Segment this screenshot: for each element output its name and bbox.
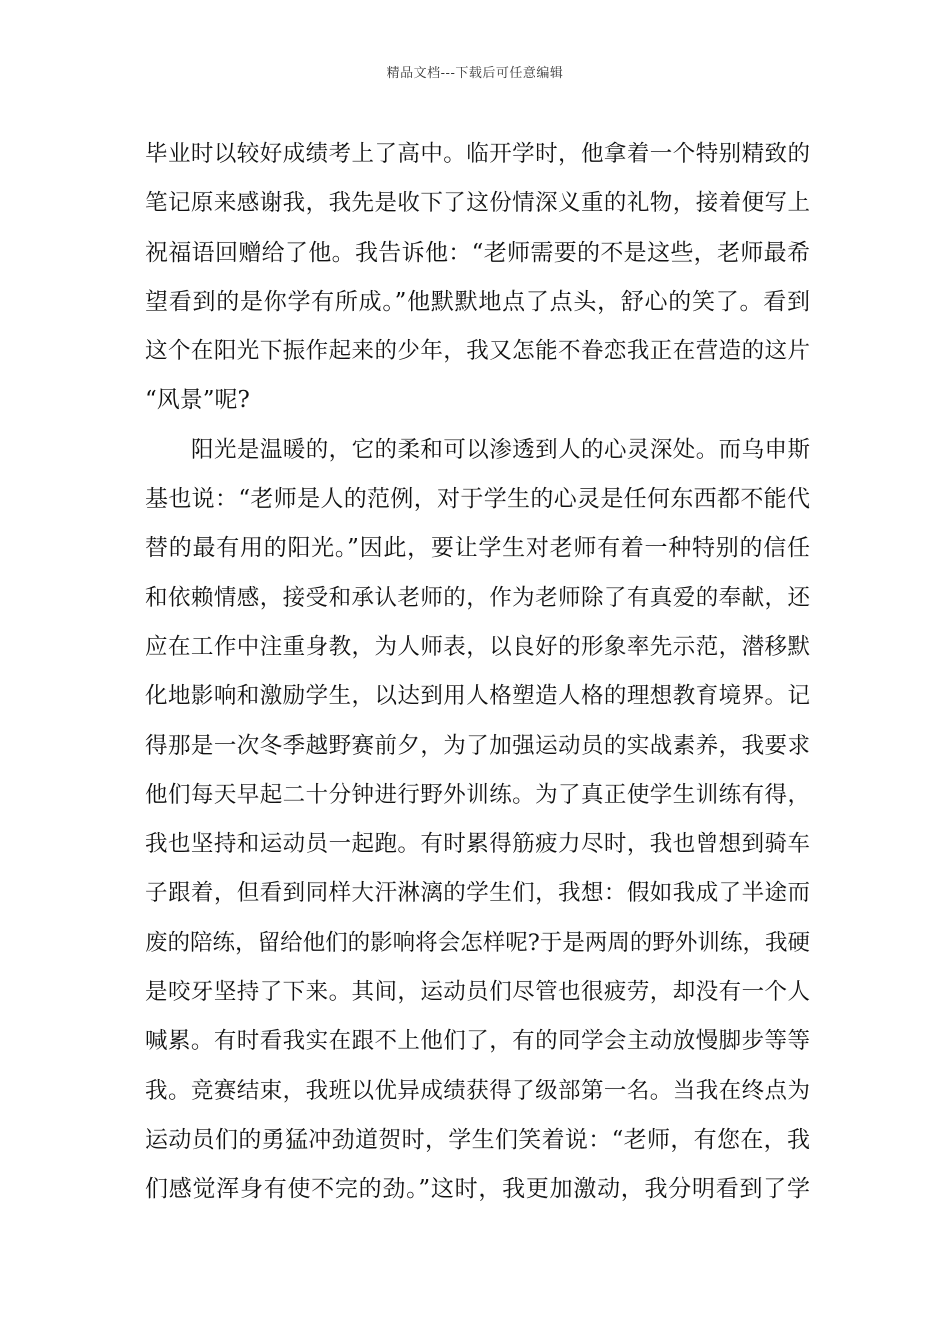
text-line: 们感觉浑身有使不完的劲。”这时，我更加激动，我分明看到了学 (145, 1176, 810, 1203)
text-line: 祝福语回赠给了他。我告诉他：“老师需要的不是这些，老师最希 (145, 239, 810, 266)
text-line: 废的陪练，留给他们的影响将会怎样呢?于是两周的野外训练，我硬 (145, 929, 810, 956)
text-line: 我也坚持和运动员一起跑。有时累得筋疲力尽时，我也曾想到骑车 (145, 831, 810, 858)
page-header: 精品文档---下载后可任意编辑 (386, 66, 564, 81)
text-line: 笔记原来感谢我，我先是收下了这份情深义重的礼物，接着便写上 (145, 190, 810, 217)
document-body (145, 130, 810, 1215)
text-line: “风景”呢? (145, 387, 250, 414)
text-line: 是咬牙坚持了下来。其间，运动员们尽管也很疲劳，却没有一个人 (145, 979, 810, 1006)
text-line: 毕业时以较好成绩考上了高中。临开学时，他拿着一个特别精致的 (145, 141, 810, 167)
text-line: 望看到的是你学有所成。”他默默地点了点头，舒心的笑了。看到 (145, 288, 810, 315)
text-line: 和依赖情感，接受和承认老师的，作为老师除了有真爱的奉献，还 (145, 584, 810, 611)
text-line: 喊累。有时看我实在跟不上他们了，有的同学会主动放慢脚步等等 (145, 1028, 810, 1055)
text-line: 运动员们的勇猛冲劲道贺时，学生们笑着说：“老师，有您在，我 (145, 1126, 810, 1153)
text-line: 得那是一次冬季越野赛前夕，为了加强运动员的实战素养，我要求 (145, 732, 810, 759)
text-line: 子跟着，但看到同样大汗淋漓的学生们，我想：假如我成了半途而 (145, 880, 810, 907)
text-line: 基也说：“老师是人的范例，对于学生的心灵是任何东西都不能代 (145, 486, 810, 513)
text-line: 替的最有用的阳光。”因此，要让学生对老师有着一种特别的信任 (145, 535, 810, 562)
text-line: 阳光是温暖的，它的柔和可以渗透到人的心灵深处。而乌申斯 (191, 436, 810, 463)
text-line: 我。竞赛结束，我班以优异成绩获得了级部第一名。当我在终点为 (145, 1077, 810, 1104)
text-line: 这个在阳光下振作起来的少年，我又怎能不眷恋我正在营造的这片 (145, 338, 810, 365)
text-line: 应在工作中注重身教，为人师表，以良好的形象率先示范，潜移默 (145, 633, 810, 660)
text-line: 化地影响和激励学生，以达到用人格塑造人格的理想教育境界。记 (145, 683, 810, 710)
text-line: 他们每天早起二十分钟进行野外训练。为了真正使学生训练有得， (145, 781, 810, 808)
